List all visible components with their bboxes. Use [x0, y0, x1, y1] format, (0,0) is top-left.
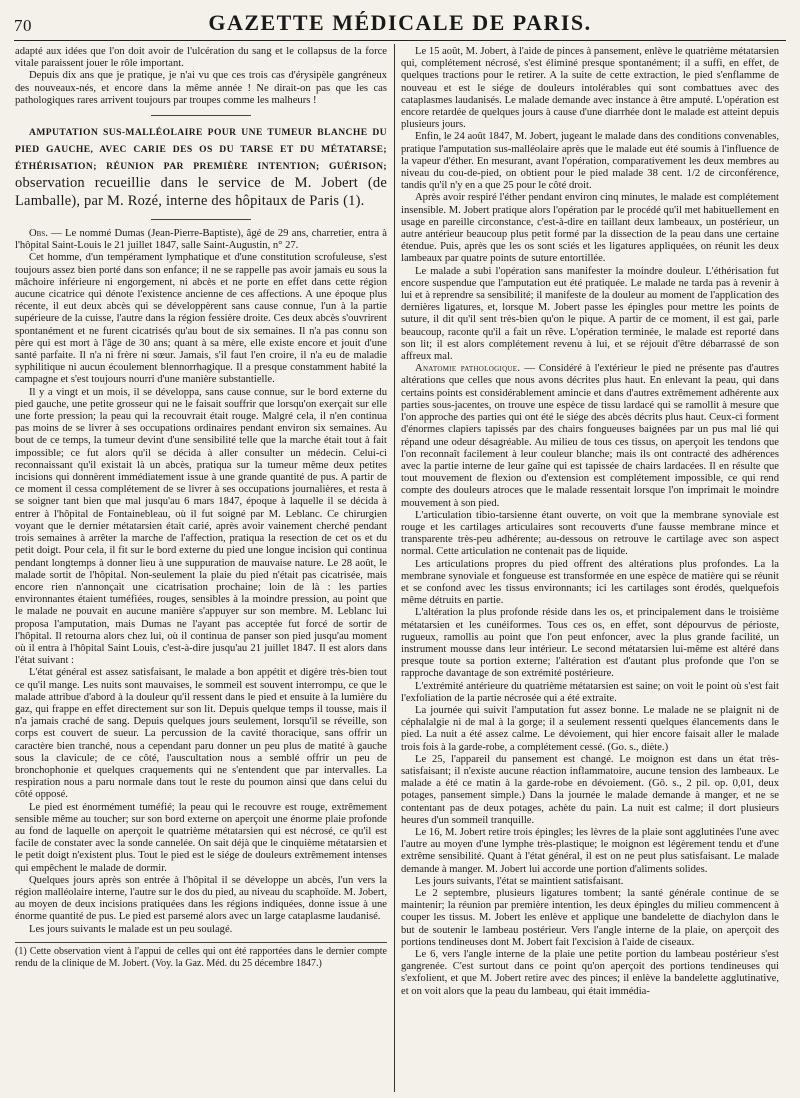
paragraph: Le malade a subi l'opération sans manifester la moindre douleur. L'éthérisation fut encore suspendue que l'amputation eut été pratiquée. Le malade ne tarda pas à revenir à lui et à reprendre sa sensibilité; il manifeste de la douleur au moment de l'application des dernières ligatures, et, lorsque M. Jobert passe les épingles pour mettre les points de suture, il dit qu'il sent très-bien qu'on le pique. A partir de ce moment, il est gai, parle beaucoup, raconte qu'il a fait un rêve. L'opération terminée, le malade est reporté dans son lit; il est alors complétement revenu à lui, et se réjouit d'être débarrassé de son affreux mal.	[401, 265, 779, 363]
paragraph: Quelques jours après son entrée à l'hôpital il se développe un abcès, l'un vers la région malléolaire interne, l'autre sur le dos du pied, au niveau du scaphoïde. M. Jobert, au moyen de deux incisions pratiquées dans les régions indiquées, donne issue à une énorme quantité de pus. Le pied est parsemé alors avec un large cataplasme laudanisé.	[15, 874, 387, 923]
anatomy-text: — Considéré à l'extérieur le pied ne présente pas d'autres altérations que celles que nous avons décrites plus haut. En enlevant la peau, qui dans certains points est considérablement amincie et dans d'autres extrêmement adhérente aux parties sous-jacentes, on trouve une espèce de tissu lardacé qui se ramollit à mesure que l'on approche des parties qui ont été le siége des abcès décrits plus haut. Ceux-ci forment d'énormes clapiers tapissés par des chairs fongueuses baignées par un pus mal lié qui répand une odeur désagréable. Au milieu de tous ces tissus, on aperçoit les tendons que l'on reconnaît facilement à leur couleur blanche; mais ils ont contracté des adhérences avec la partie interne de leur gaîne qui est tapissée de chairs lardacées. Il en résulte que tout mouvement de flexion ou d'extension est complétement impossible, ce qui rend compte des douleurs atroces que le malade ressentait lorsque l'on imprimait le moindre mouvement à son pied.	[401, 363, 779, 509]
paragraph: L'articulation tibio-tarsienne étant ouverte, on voit que la membrane synoviale est rouge et les cartilages articulaires sont recouverts d'une fausse membrane mince et transparente très-peu adhérente; au-dessous on retrouve le cartilage avec son aspect normal. Cette articulation ne contenait pas de liquide.	[401, 509, 779, 558]
paragraph: Les articulations propres du pied offrent des altérations plus profondes. La la membrane synoviale et fongueuse est transformée en une espèce de matière qui se réunit et se confond avec les tissus environnants; ici les cartilages sont érodés, quelquefois même détruits en partie.	[401, 558, 779, 607]
article-title-caps: AMPUTATION SUS-MALLÉOLAIRE POUR UNE TUMEUR BLANCHE DU PIED GAUCHE, AVEC CARIE DES OS DU TARSE ET DU MÉTATARSE; ÉTHÉRISATION; RÉUNION PAR PREMIÈRE INTENTION; GUÉRISON;	[15, 127, 387, 173]
paragraph: Il y a vingt et un mois, il se développa, sans cause connue, sur le bord externe du pied gauche, une petite grosseur qui ne le faisait souffrir que lorsqu'on exerçait sur elle une forte pression; la peau qui la recouvrait était rouge. Malgré cela, il n'en continua pas moins de se livrer à ses occupations ordinaires pendant environ six semaines. Au bout de ce temps, la tumeur devint d'une sensibilité telle que la marche était tout à fait impossible; ce fut alors qu'il se décida à aller consulter un médecin. Celui-ci reconnaissant qu'il existait là un abcès, pratiqua sur la tumeur même deux petites incisions qui donnèrent immédiatement issue à une grande quantité de pus. A partir de ce moment il cessa complétement de se livrer à ses occupations journalières, et resta à se soigner tant bien que mal jusqu'au 6 mars 1847, époque à laquelle il se décida à entrer à l'hôpital de Fontainebleau, où il fut soigné par M. Leblanc. Ce chirurgien voyant que le dernier métatarsien était carié, après avoir vainement cherché pendant trois semaines à arrêter la marche de l'affection, pratiqua la resection de cet os et du petit doigt. Pour cela, il fit sur le bord externe du pied une longue incision qui continua pendant longtemps à donner lieu à une suppuration de mauvaise nature. Le 28 août, le malade sortit de l'hôpital. Non-seulement la plaie du pied n'était pas cicatrisée, mais encore rien n'annonçait une cicatrisation prochaine; loin de là : les parties environnantes étaient tuméfiées, rouges, sensibles à la moindre pression, au point que le malade ne pouvait en aucune manière s'appuyer sur son membre. M. Leblanc lui proposa l'amputation, mais Dumas ne l'ayant pas acceptée fut forcé de sortir de l'hôpital. Il retourna alors chez lui, où il continua de panser son pied jusqu'au moment où il entra à l'hôpital Saint Louis, c'est-à-dire jusqu'au 21 juillet 1847. Il est alors dans l'état suivant :	[15, 386, 387, 667]
obs-label: Obs.	[29, 228, 48, 240]
paragraph: Le 25, l'appareil du pansement est changé. Le moignon est dans un état très-satisfaisant; il n'existe aucune réaction inflammatoire, aucune tension des lambeaux. Le malade a été ce matin à la garde-robe en dévoiement. (Gô. s., 2 pil. op. 0,01, deux potages, pansement simple.) Dans la journée le malade demande à manger, et ne se contentant pas de deux potages, achète du pain. La nuit est calme; il dort plusieurs heures d'un sommeil tranquille.	[401, 753, 779, 826]
paragraph: Après avoir respiré l'éther pendant environ cinq minutes, le malade est complétement insensible. M. Jobert pratique alors l'opération par le procédé qu'il met habituellement en usage en pareille circonstance, c'est-à-dire en taillant deux lambeaux, un postérieur, un autre antérieur beaucoup plus petit formé par la dissection de la peau dans une certaine étendue. Puis, après que les os sont sciés et les ligatures appliquées, on réunit les deux lambeaux par quatre points de suture entortillée.	[401, 192, 779, 265]
paragraph: Les jours suivants le malade est un peu soulagé.	[29, 923, 233, 935]
paragraph: L'état général est assez satisfaisant, le malade a bon appétit et digère très-bien tout ce qu'il mange. Les nuits sont mauvaises, le sommeil est souvent interrompu, ce que le malade attribue d'abord à la douleur qu'il ressent dans le pied et ensuite à la lumière du gaz, qui frappe en effet directement sur son lit. Depuis quelque temps il tousse, mais il n'a jamais craché de sang. Depuis quelques jours seulement, lorsqu'il se réveille, son corps est couvert de sueur. La percussion de la cavité thoracique, sans offrir un caractère bien tranché, nous a cependant paru donner un peu plus de matité à gauche sous la clavicule; de ce côté, l'auscultation nous a semblé offrir un peu de bronchophonie et quelques craquements qui ne s'entendent que par intervalles. La respiration nous a paru normale dans tout le reste du poumon ainsi que dans celui du côté opposé.	[15, 667, 387, 801]
header-rule	[14, 40, 786, 41]
paragraph: Le 15 août, M. Jobert, à l'aide de pinces à pansement, enlève le quatrième métatarsien qui, complétement nécrosé, s'est éliminé presque spontanément; il a suffi, en effet, de quelques tractions pour le retirer. A la suite de cette extraction, le pied s'enflamme de nouveau et est le siége de douleurs intolérables qui sont combattues avec des cataplasmes laudanisés. Le malade demande avec instance à être amputé. L'opération est encore retardée de quelques jours à cause d'une diarrhée dont le malade est atteint depuis plusieurs jours.	[401, 46, 779, 131]
paragraph: Enfin, le 24 août 1847, M. Jobert, jugeant le malade dans des conditions convenables, pratique l'amputation sus-malléolaire après que le malade eut été soumis à l'influence de la vapeur d'éther. En mesurant, avant l'opération, comparativement les deux membres au niveau du cou-de-pied, on obtient pour le pied malade 38 cent. 1/2 de circonférence, tandis qu'il n'y en a que 25 pour le côté droit.	[401, 131, 779, 192]
paragraph: L'altération la plus profonde réside dans les os, et principalement dans le troisième métatarsien et les cunéiformes. Tous ces os, en effet, sont dépourvus de périoste, rugueux, ramollis au point que l'on peut enfoncer, avec la plus grande facilité, un instrument mousse dans leur intérieur. Le second métatarsien lui-même est altéré dans presque toute sa portion externe; l'altération est d'autant plus profonde que l'on se rapproche davantage de son extrémité postérieure.	[401, 607, 779, 680]
left-column	[15, 46, 387, 1091]
article-title	[15, 124, 387, 211]
paragraph	[15, 228, 387, 252]
paragraph: adapté aux idées que l'on doit avoir de l'ulcération du sang et le collapsus de la force vitale paraissent jouer le rôle important.	[15, 46, 387, 70]
footnote: (1) Cette observation vient à l'appui de celles qui ont été rapportées dans le dernier compte rendu de la clinique de M. Jobert. (Voy. la Gaz. Méd. du 25 décembre 1847.)	[15, 942, 387, 970]
paragraph: Cet homme, d'un tempérament lymphatique et d'une constitution scrofuleuse, s'est toujours assez bien porté dans son enfance; il ne se rappelle pas avoir jamais eu sous la mâchoire inférieure ni engorgement, ni abcès et ne porte en effet dans cette région aucune cicatrice qui dénote l'existence ancienne de ces affections. A une époque plus récente, il eut deux abcès qui se développèrent sans cause connue, l'un à la partie supérieure de la cuisse, l'autre dans la région fessière droite. Ces deux abcès s'ouvrirent spontanément et ne furent cicatrisés qu'au bout de six semaines. Il n'a pas connu son père qui est mort à l'âge de 30 ans; quant à sa mère, elle existe encore et jouit d'une santé parfaite. Il n'a ni frère ni sœur. Jamais, s'il faut l'en croire, il n'a eu de maladie syphilitique ni aucun écoulement blennorrhagique. Il a presque constamment habité la campagne et s'est toujours nourri d'une manière substantielle.	[15, 252, 387, 386]
paragraph: Le 6, vers l'angle interne de la plaie une petite portion du lambeau postérieur s'est gangrenée. C'est surtout dans ce point qu'on aperçoit des portions tendineuses qui s'exfolient, et que M. Jobert retire avec des pinces; il enlève la bandelette agglutinative, et on voit alors que la peau du lambeau, qui était immédia-	[401, 949, 779, 997]
section-divider	[151, 115, 251, 116]
paragraph: Le pied est énormément tuméfié; la peau qui le recouvre est rouge, extrêmement sensible même au toucher; sur son bord externe on aperçoit une énorme plaie profonde au fond de laquelle on aperçoit le quatrième métatarsien qui est nécrosé, ce qu'il est facile de constater avec la sonde cannelée. On sait déjà que le cinquième métatarsien et le petit doigt n'existent plus. Tout le pied est le siége de douleurs extrêmement intenses qui empêchent le malade de dormir.	[15, 801, 387, 874]
obs-text: — Le nommé Dumas (Jean-Pierre-Baptiste), âgé de 29 ans, charretier, entra à l'hôpital Saint-Louis le 21 juillet 1847, salle Saint-Augustin, n° 27.	[15, 228, 387, 252]
paragraph	[401, 363, 779, 509]
page-number: 70	[14, 16, 32, 35]
paragraph: Les jours suivants, l'état se maintient satisfaisant.	[415, 875, 624, 887]
paragraph: Le 2 septembre, plusieurs ligatures tombent; la santé générale continue de se maintenir; la réunion par première intention, les deux épingles du milieu commencent à couper les tissus. M. Jobert les enlève et applique une bandelette de diachylon dans le but de soutenir le lambeau postérieur. Vers l'angle interne de la plaie, on aperçoit des portions tendineuses dont M. Jobert fait l'excision à l'aide de ciseaux.	[401, 888, 779, 948]
journal-title: GAZETTE MÉDICALE DE PARIS.	[208, 10, 592, 35]
paragraph: Le 16, M. Jobert retire trois épingles; les lèvres de la plaie sont agglutinées l'une avec l'autre au moyen d'une lymphe très-plastique; le moignon est légèrement tendu et d'une extrême sensibilité. Quant à l'état général, il est on ne peut plus satisfaisant. Le malade demande à manger. M. Jobert lui accorde une portion d'aliments solides.	[401, 827, 779, 875]
paragraph: Depuis dix ans que je pratique, je n'ai vu que ces trois cas d'érysipèle gangréneux des nouveaux-nés, et encore dans la même année ! Ne dirait-on pas que les cas pathologiques rares arrivent toujours par troupes comme les malheurs !	[15, 70, 387, 106]
article-title-rest: observation recueillie dans le service de M. Jobert (de Lamballe), par M. Rozé, interne des hôpitaux de Paris (1).	[15, 175, 387, 210]
paragraph: La journée qui suivit l'amputation fut assez bonne. Le malade ne se plaignit ni de céphalalgie ni de mal à la gorge; il a seulement ressenti quelques élancements dans le pied. La nuit a été assez calme. Le dévoiement, qui hier encore faisait aller le malade trois fois à la garde-robe, a complétement cessé. (Go. s., diète.)	[401, 704, 779, 753]
page-header	[14, 4, 786, 42]
paragraph: L'extrémité antérieure du quatrième métatarsien est saine; on voit le point où s'est fait l'exfoliation de la partie nécrosée qui a été extraite.	[401, 680, 779, 704]
anatomy-label: Anatomie pathologique.	[415, 363, 521, 375]
right-column	[401, 46, 779, 1091]
section-divider	[151, 219, 251, 220]
column-divider	[394, 44, 395, 1092]
